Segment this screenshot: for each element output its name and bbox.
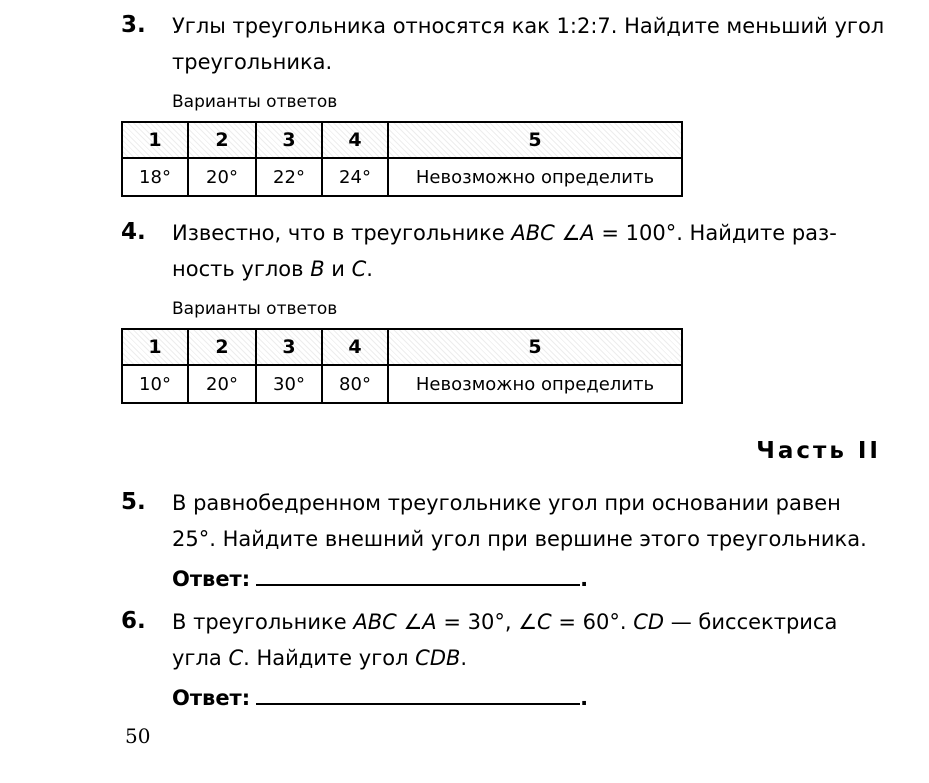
question-3-number: 3. [121, 12, 146, 38]
question-4-text-line2: ность углов B и C. [172, 257, 373, 281]
answer-blank[interactable] [256, 683, 580, 705]
answer-option-value: Невозможно определить [388, 158, 682, 196]
question-5-number: 5. [121, 489, 146, 515]
answer-option-value: 20° [188, 365, 256, 403]
question-6-text-line2: угла C. Найдите угол CDB. [172, 646, 468, 670]
answer-option-header: 5 [388, 122, 682, 158]
answer-blank[interactable] [256, 564, 580, 586]
question-6-answer-row: Ответ: . [172, 683, 588, 711]
question-3-answer-table [121, 121, 683, 197]
question-5-text-line2: 25°. Найдите внешний угол при вершине этого треугольника. [172, 527, 867, 551]
answer-option-header: 2 [188, 329, 256, 365]
answer-table-header-row [122, 122, 682, 158]
question-5-text-line1: В равнобедренном треугольнике угол при основании равен [172, 491, 841, 515]
answer-option-value: 22° [256, 158, 322, 196]
answer-option-header: 3 [256, 122, 322, 158]
answer-option-value: 80° [322, 365, 388, 403]
answer-option-value: Невозможно определить [388, 365, 682, 403]
question-4-number: 4. [121, 219, 146, 245]
page-number: 50 [125, 724, 151, 748]
answer-option-header: 4 [322, 122, 388, 158]
question-6-text-line1: В треугольнике ABC ∠A = 30°, ∠C = 60°. CD — биссектриса [172, 610, 838, 634]
answer-table-values-row [122, 158, 682, 196]
answer-option-value: 30° [256, 365, 322, 403]
answer-option-value: 10° [122, 365, 188, 403]
question-5-answer-row: Ответ: . [172, 564, 588, 592]
answer-option-header: 2 [188, 122, 256, 158]
question-3-text-line2: треугольника. [172, 50, 333, 74]
question-3-answers-caption: Варианты ответов [172, 92, 338, 112]
answer-option-header: 4 [322, 329, 388, 365]
answer-option-value: 18° [122, 158, 188, 196]
answer-table-values-row [122, 365, 682, 403]
answer-option-value: 24° [322, 158, 388, 196]
question-3-text-line1: Углы треугольника относятся как 1:2:7. Найдите меньший угол [172, 14, 885, 38]
answer-table-header-row [122, 329, 682, 365]
answer-option-header: 5 [388, 329, 682, 365]
question-6-number: 6. [121, 608, 146, 634]
question-4-answers-caption: Варианты ответов [172, 299, 338, 319]
question-4-text-line1: Известно, что в треугольнике ABC ∠A = 100°. Найдите раз- [172, 221, 837, 245]
answer-label: Ответ: [172, 686, 251, 710]
question-4-answer-table [121, 328, 683, 404]
answer-option-header: 1 [122, 329, 188, 365]
answer-option-header: 3 [256, 329, 322, 365]
answer-option-header: 1 [122, 122, 188, 158]
answer-label: Ответ: [172, 567, 251, 591]
part-title: Часть II [756, 438, 881, 464]
answer-option-value: 20° [188, 158, 256, 196]
